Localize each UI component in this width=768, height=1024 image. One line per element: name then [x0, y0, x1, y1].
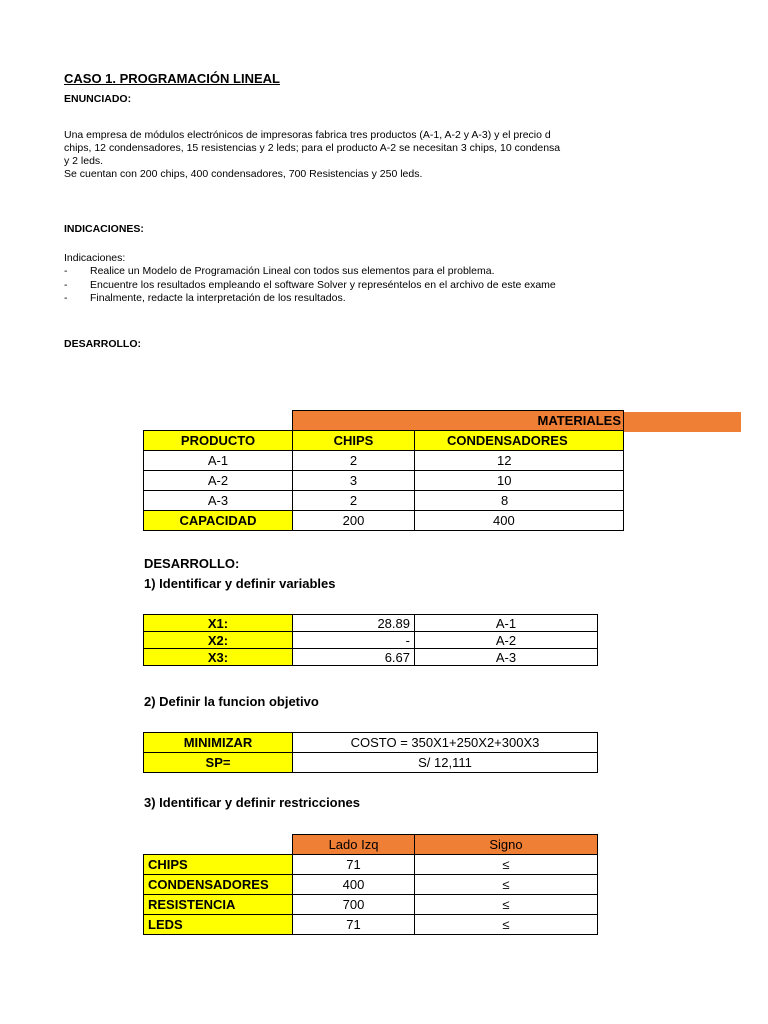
header-chips: CHIPS — [293, 431, 415, 451]
table-row: A-1 2 12 — [144, 451, 624, 471]
constraint-lhs: 400 — [293, 875, 415, 895]
constraint-name: CHIPS — [144, 855, 293, 875]
enunciado-line: chips, 12 condensadores, 15 resistencias y 2 leds; para el producto A-2 se necesitan 3 chips, 10 condensa — [64, 142, 561, 154]
table-row — [144, 915, 598, 935]
constraint-name: CONDENSADORES — [144, 875, 293, 895]
variable-value: 6.67 — [293, 649, 415, 666]
page-title: CASO 1. PROGRAMACIÓN LINEAL — [64, 71, 280, 86]
enunciado-line: Se cuentan con 200 chips, 400 condensadores, 700 Resistencias y 250 leds. — [64, 168, 423, 180]
bullet-dash: - — [64, 279, 68, 291]
indicacion-item: Realice un Modelo de Programación Lineal con todos sus elementos para el problema. — [90, 265, 495, 277]
enunciado-line: y 2 leds. — [64, 155, 104, 167]
constraint-sign: ≤ — [415, 895, 598, 915]
variable-value: 28.89 — [293, 615, 415, 632]
table-row — [144, 632, 598, 649]
desarrollo-label: DESARROLLO: — [64, 338, 141, 350]
variables-table — [143, 614, 598, 666]
constraint-lhs: 700 — [293, 895, 415, 915]
variable-name: X1: — [144, 615, 293, 632]
desarrollo-heading: DESARROLLO: — [144, 556, 240, 571]
table-row — [144, 733, 598, 753]
variable-product: A-2 — [415, 632, 598, 649]
constraint-sign: ≤ — [415, 875, 598, 895]
indicacion-item: Encuentre los resultados empleando el software Solver y represéntelos en el archivo de este exame — [90, 279, 556, 291]
constraints-table — [143, 834, 598, 935]
sp-label: SP= — [144, 753, 293, 773]
table-row: A-2 3 10 — [144, 471, 624, 491]
header-condensadores: CONDENSADORES — [415, 431, 624, 451]
table-row: A-3 2 8 — [144, 491, 624, 511]
variable-product: A-3 — [415, 649, 598, 666]
table-row — [144, 895, 598, 915]
step1-heading: 1) Identificar y definir variables — [144, 576, 336, 591]
bullet-dash: - — [64, 265, 68, 277]
objective-table — [143, 732, 598, 773]
constraint-lhs: 71 — [293, 915, 415, 935]
constraint-sign: ≤ — [415, 855, 598, 875]
objective-formula: COSTO = 350X1+250X2+300X3 — [293, 733, 598, 753]
materials-group-header: MATERIALES — [293, 411, 624, 431]
variable-name: X3: — [144, 649, 293, 666]
capacity-row: CAPACIDAD 200 400 — [144, 511, 624, 531]
variable-name: X2: — [144, 632, 293, 649]
constraint-name: LEDS — [144, 915, 293, 935]
variable-product: A-1 — [415, 615, 598, 632]
table-row — [144, 753, 598, 773]
header-producto: PRODUCTO — [144, 431, 293, 451]
table-row — [144, 615, 598, 632]
sp-value: S/ 12,111 — [293, 753, 598, 773]
capacity-label: CAPACIDAD — [144, 511, 293, 531]
indicacion-item: Finalmente, redacte la interpretación de los resultados. — [90, 292, 346, 304]
header-lado-izq: Lado Izq — [293, 835, 415, 855]
constraint-sign: ≤ — [415, 915, 598, 935]
objective-label: MINIMIZAR — [144, 733, 293, 753]
enunciado-line: Una empresa de módulos electrónicos de impresoras fabrica tres productos (A-1, A-2 y A-3) y el precio d — [64, 129, 551, 141]
enunciado-label: ENUNCIADO: — [64, 93, 132, 105]
materials-table — [143, 410, 624, 531]
indicaciones-label: INDICACIONES: — [64, 223, 144, 235]
constraint-lhs: 71 — [293, 855, 415, 875]
header-signo: Signo — [415, 835, 598, 855]
constraint-name: RESISTENCIA — [144, 895, 293, 915]
table-row — [144, 649, 598, 666]
step3-heading: 3) Identificar y definir restricciones — [144, 795, 361, 810]
bullet-dash: - — [64, 292, 68, 304]
variable-value: - — [293, 632, 415, 649]
table-row — [144, 875, 598, 895]
step2-heading: 2) Definir la funcion objetivo — [144, 694, 319, 709]
indicaciones-intro: Indicaciones: — [64, 252, 126, 264]
table-row — [144, 855, 598, 875]
